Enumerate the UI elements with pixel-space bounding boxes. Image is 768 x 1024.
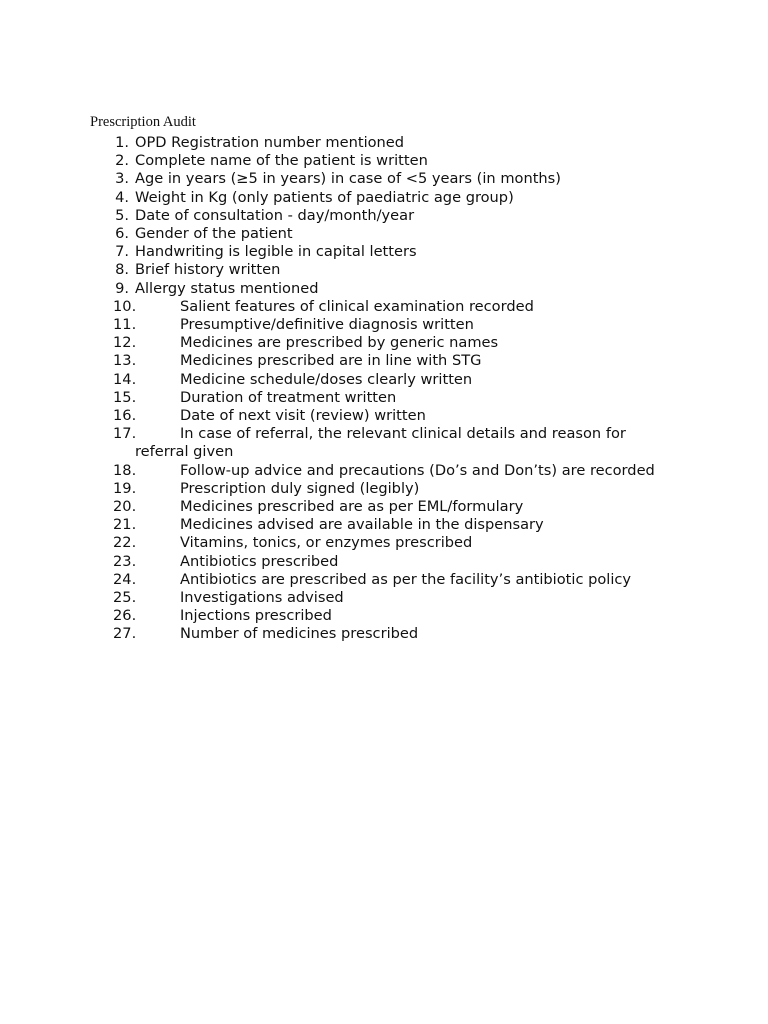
- item-text: Follow-up advice and precautions (Do’s and Don’ts) are recorded: [180, 461, 655, 479]
- list-item: [0, 280, 700, 298]
- item-text: Number of medicines prescribed: [180, 625, 419, 643]
- item-number: 22.: [113, 534, 137, 552]
- list-item: [0, 516, 700, 534]
- item-text: Medicine schedule/doses clearly written: [180, 370, 473, 388]
- list-item: [0, 425, 700, 461]
- item-number: 3.: [115, 170, 129, 188]
- list-item: [0, 371, 700, 389]
- item-text: Injections prescribed: [180, 607, 332, 625]
- item-number: 11.: [113, 316, 137, 334]
- list-item: [0, 571, 700, 589]
- list-item: [0, 334, 700, 352]
- item-text: Antibiotics are prescribed as per the facility’s antibiotic policy: [180, 570, 632, 588]
- item-text: Medicines are prescribed by generic names: [180, 334, 499, 352]
- item-number: 19.: [113, 479, 137, 497]
- list-item: [0, 225, 700, 243]
- item-number: 18.: [113, 461, 137, 479]
- item-text: In case of referral, the relevant clinical details and reason for referral given: [135, 425, 626, 461]
- item-number: 23.: [113, 552, 137, 570]
- item-number: 17.: [113, 425, 137, 443]
- item-text: Age in years (≥5 in years) in case of <5 years (in months): [135, 170, 561, 188]
- list-item: [0, 352, 700, 370]
- list-item: [0, 534, 700, 552]
- item-text: Prescription duly signed (legibly): [180, 479, 420, 497]
- item-text: Date of consultation - day/month/year: [135, 206, 415, 224]
- list-item: [0, 389, 700, 407]
- item-text: Duration of treatment written: [180, 388, 397, 406]
- item-number: 26.: [113, 607, 137, 625]
- item-text: Medicines prescribed are in line with STG: [180, 352, 482, 370]
- item-text: Handwriting is legible in capital letters: [135, 243, 417, 261]
- item-number: 2.: [115, 152, 129, 170]
- list-item: [0, 553, 700, 571]
- item-text: Vitamins, tonics, or enzymes prescribed: [180, 534, 473, 552]
- item-number: 14.: [113, 370, 137, 388]
- item-number: 16.: [113, 407, 137, 425]
- item-number: 4.: [115, 188, 129, 206]
- item-number: 13.: [113, 352, 137, 370]
- list-item: [0, 607, 700, 625]
- item-text: Medicines advised are available in the dispensary: [180, 516, 544, 534]
- list-item: [0, 189, 700, 207]
- list-item: [0, 207, 700, 225]
- item-text: Weight in Kg (only patients of paediatric age group): [135, 188, 514, 206]
- item-text: OPD Registration number mentioned: [135, 134, 405, 151]
- list-item: [0, 480, 700, 498]
- list-item: [0, 152, 700, 170]
- list-item: [0, 134, 700, 152]
- item-text: Brief history written: [135, 261, 281, 279]
- list-item: [0, 243, 700, 261]
- item-number: 8.: [115, 261, 129, 279]
- item-number: 24.: [113, 570, 137, 588]
- item-text: Gender of the patient: [135, 225, 293, 243]
- item-text: Salient features of clinical examination recorded: [180, 297, 534, 315]
- item-number: 27.: [113, 625, 137, 643]
- item-number: 6.: [115, 225, 129, 243]
- item-number: 25.: [113, 589, 137, 607]
- item-number: 15.: [113, 388, 137, 406]
- audit-checklist: [0, 134, 700, 644]
- list-item: [0, 170, 700, 188]
- item-text: Investigations advised: [180, 589, 344, 607]
- item-text: Antibiotics prescribed: [180, 552, 339, 570]
- list-item: [0, 625, 700, 643]
- list-item: [0, 261, 700, 279]
- list-item: [0, 462, 700, 480]
- item-number: 9.: [115, 279, 129, 297]
- item-number: 12.: [113, 334, 137, 352]
- document-title: Prescription Audit: [90, 114, 196, 130]
- list-item: [0, 316, 700, 334]
- list-item: [0, 498, 700, 516]
- item-number: 21.: [113, 516, 137, 534]
- list-item: [0, 298, 700, 316]
- item-number: 5.: [115, 206, 129, 224]
- item-number: 1.: [115, 134, 129, 151]
- item-text: Medicines prescribed are as per EML/formulary: [180, 498, 524, 516]
- item-text: Allergy status mentioned: [135, 279, 319, 297]
- list-item: [0, 407, 700, 425]
- item-number: 20.: [113, 498, 137, 516]
- item-number: 10.: [113, 297, 137, 315]
- item-text: Date of next visit (review) written: [180, 407, 426, 425]
- item-number: 7.: [115, 243, 129, 261]
- item-text: Presumptive/definitive diagnosis written: [180, 316, 474, 334]
- item-text: Complete name of the patient is written: [135, 152, 428, 170]
- list-item: [0, 589, 700, 607]
